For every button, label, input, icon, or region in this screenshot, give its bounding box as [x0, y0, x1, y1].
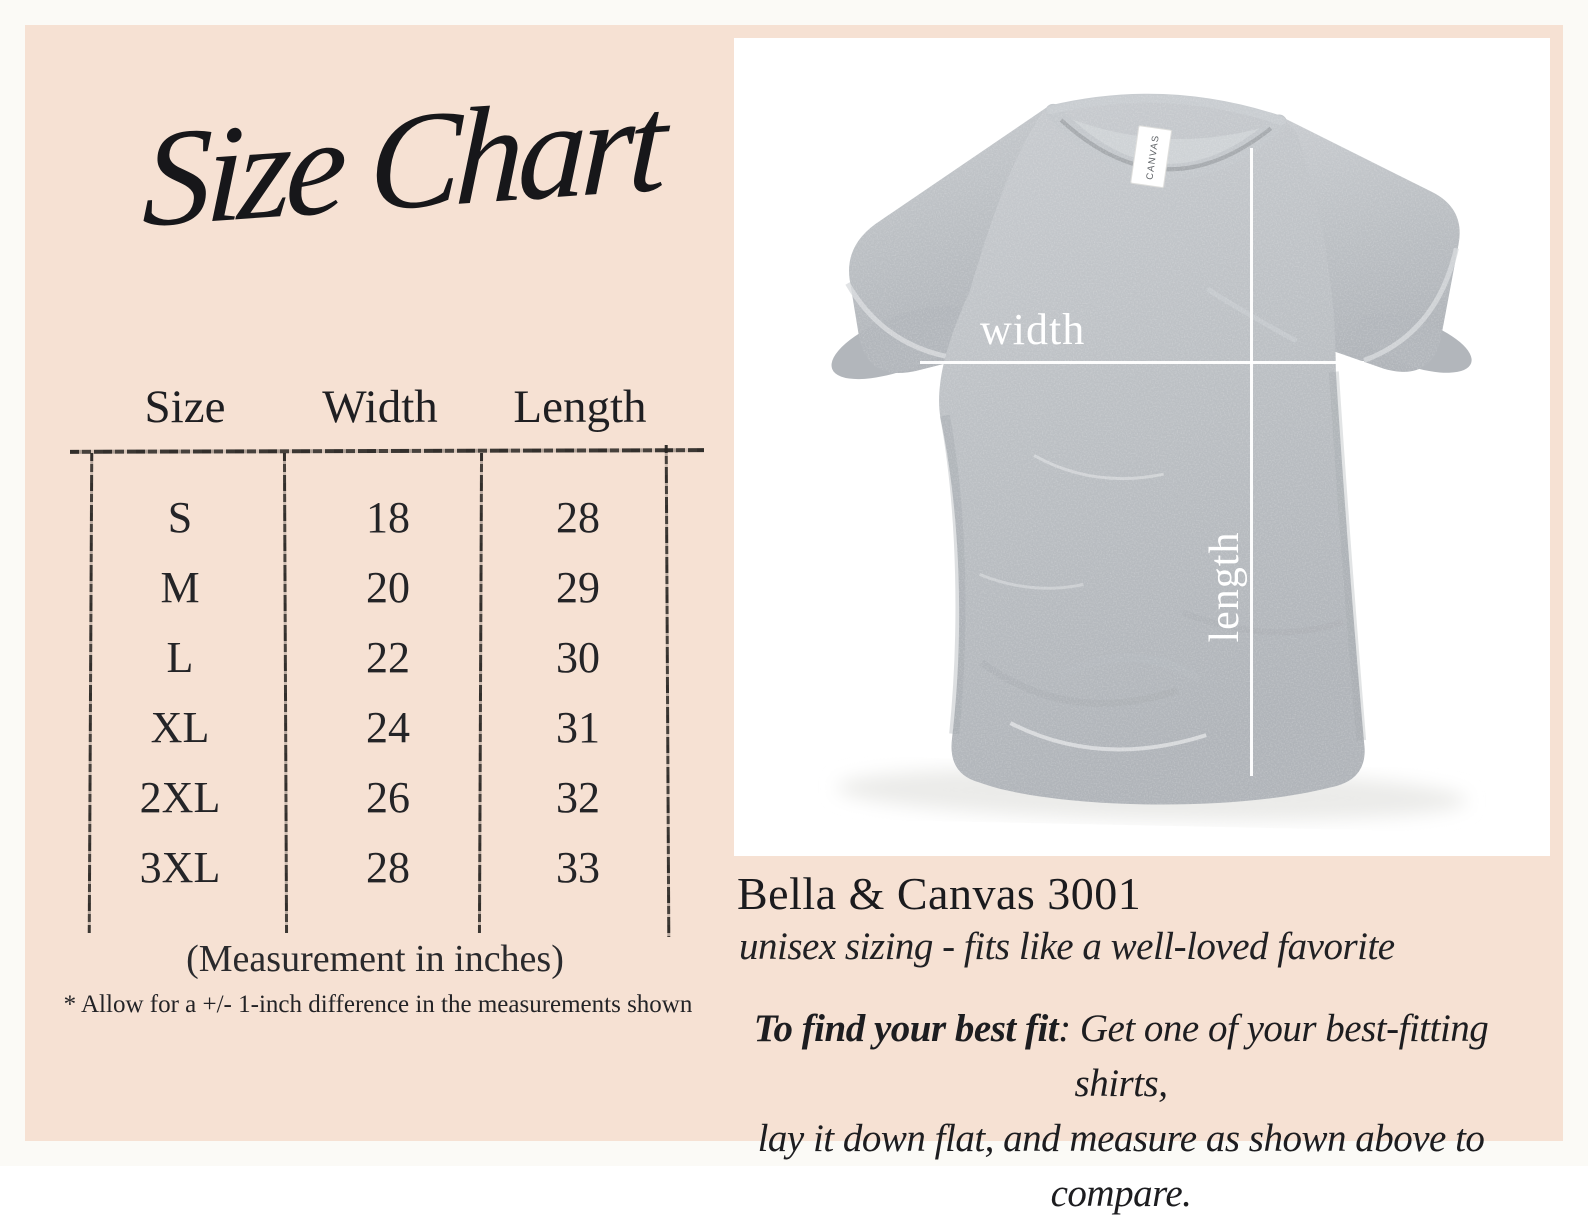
fit-tip-line2: lay it down flat, and measure as shown above to compare.: [757, 1117, 1485, 1215]
page-title: Size Chart: [140, 66, 664, 257]
product-tagline: unisex sizing - fits like a well-loved favorite: [739, 925, 1395, 968]
table-cell-length: 30: [556, 633, 600, 682]
table-cell-length: 32: [556, 773, 600, 822]
pink-panel: [25, 25, 1563, 1215]
table-cell-width: 26: [366, 773, 410, 822]
tshirt-photo: [734, 38, 1550, 856]
product-name: Bella & Canvas 3001: [737, 868, 1142, 919]
fit-tip-line1-rest: : Get one of your best-fitting shirts,: [1058, 1007, 1489, 1105]
size-table: [70, 461, 670, 903]
fit-tip-lead: To find your best fit: [753, 1007, 1059, 1050]
collar-tag-text: CANVAS: [1144, 133, 1162, 181]
table-cell-size: XL: [150, 703, 210, 752]
table-cell-length: 33: [556, 843, 600, 892]
table-cell-width: 18: [366, 493, 410, 542]
table-cell-size: S: [167, 493, 193, 542]
table-cell-size: 2XL: [139, 773, 221, 822]
unit-note: (Measurement in inches): [186, 938, 564, 980]
tshirt-graphic: [734, 38, 1550, 856]
table-cell-width: 20: [366, 563, 410, 612]
table-header-size: Size: [144, 381, 226, 433]
table-cell-length: 29: [556, 563, 600, 612]
fit-tip: [713, 1001, 1529, 1221]
table-cell-size: 3XL: [139, 843, 221, 892]
table-cell-width: 22: [366, 633, 410, 682]
table-cell-length: 31: [556, 703, 600, 752]
table-rule-horizontal: [70, 448, 704, 454]
table-header-width: Width: [322, 381, 438, 433]
width-label: width: [980, 305, 1086, 354]
table-cell-length: 28: [556, 493, 600, 542]
width-measure-line: [920, 361, 1364, 364]
table-cell-width: 28: [366, 843, 410, 892]
table-cell-width: 24: [366, 703, 410, 752]
table-header-length: Length: [513, 381, 647, 433]
table-cell-size: M: [160, 563, 200, 612]
length-measure-line: [1250, 148, 1253, 776]
heather-texture-dark: [838, 89, 1462, 811]
table-cell-size: L: [166, 633, 194, 682]
tolerance-note: * Allow for a +/- 1-inch difference in the measurements shown: [63, 991, 693, 1018]
length-label: length: [1202, 531, 1248, 643]
